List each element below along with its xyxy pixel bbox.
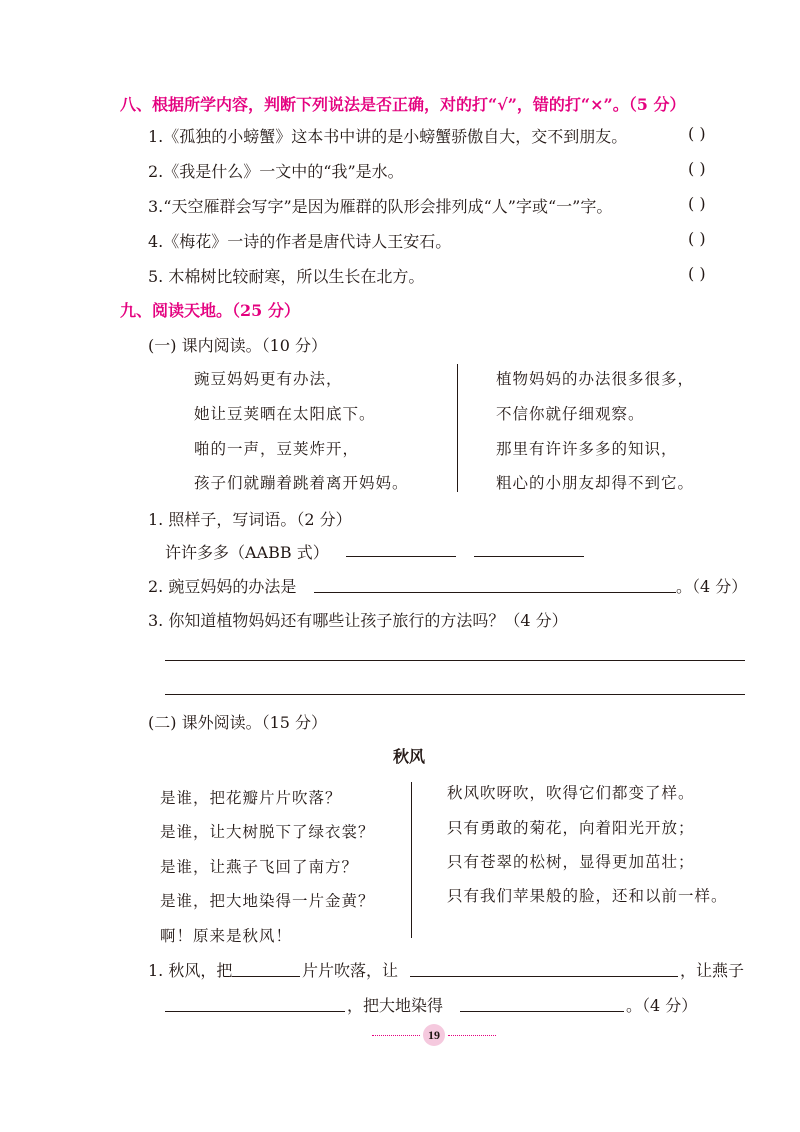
part-2-heading: (二) 课外阅读。（15 分）: [148, 713, 328, 732]
poem-2-right-line-4: 只有我们苹果般的脸，还和以前一样。: [447, 887, 728, 905]
poem-1-right-line-3: 那里有许许多多的知识，: [496, 440, 678, 458]
judge-question-2: 2.《我是什么》一文中的“我”是水。: [148, 162, 404, 181]
poem-2-left-line-1: 是谁，把花瓣片片吹落？: [160, 789, 342, 807]
judge-question-1: 1.《孤独的小螃蟹》这本书中讲的是小螃蟹骄傲自大，交不到朋友。: [148, 127, 628, 146]
fill-blank-swallow[interactable]: [165, 1011, 345, 1012]
poem-1-left-line-4: 孩子们就蹦着跳着离开妈妈。: [194, 474, 409, 492]
part-2-question-1-e: 。（4 分）: [626, 996, 698, 1015]
poem-1-right-line-4: 粗心的小朋友却得不到它。: [496, 474, 695, 492]
answer-paren-5[interactable]: ( ): [688, 264, 706, 283]
judge-question-3: 3.“天空雁群会写字”是因为雁群的队形会排列成“人”字或“一”字。: [148, 197, 613, 216]
poem-2-right-line-3: 只有苍翠的松树，显得更加茁壮；: [447, 853, 695, 871]
poem-2-left-line-2: 是谁，让大树脱下了绿衣裳？: [160, 823, 375, 841]
poem-1-left-line-3: 啪的一声，豆荚炸开，: [194, 440, 360, 458]
fill-blank-petals[interactable]: [232, 976, 300, 977]
part-2-question-1-c: ，让燕子: [680, 961, 745, 980]
poem-2-title: 秋风: [393, 747, 426, 766]
part-1-question-3: 3. 你知道植物妈妈还有哪些让孩子旅行的方法吗？（4 分）: [148, 611, 568, 630]
judge-question-5: 5. 木棉树比较耐寒，所以生长在北方。: [148, 267, 425, 286]
fill-blank-land[interactable]: [460, 1011, 624, 1012]
part-1-question-2-suffix: 。（4 分）: [676, 577, 748, 596]
part-2-question-1-d: ，把大地染得: [347, 996, 444, 1015]
pea-method-answer-blank[interactable]: [314, 592, 676, 593]
fill-blank-tree[interactable]: [410, 976, 678, 977]
answer-paren-3[interactable]: ( ): [688, 194, 706, 213]
poem-2-right-line-2: 只有勇敢的菊花，向着阳光开放；: [447, 819, 695, 837]
poem-2-left-line-5: 啊！原来是秋风！: [160, 927, 293, 945]
section-9-heading: 九、阅读天地。（25 分）: [120, 301, 300, 320]
poem-1-divider: [457, 364, 458, 492]
poem-2-divider: [411, 782, 412, 938]
answer-paren-4[interactable]: ( ): [688, 229, 706, 248]
word-answer-blank-2[interactable]: [474, 556, 584, 557]
answer-paren-1[interactable]: ( ): [688, 124, 706, 143]
page-number-dots-left: [372, 1035, 420, 1036]
section-8-heading: 八、根据所学内容，判断下列说法是否正确，对的打“√”，错的打“×”。（5 分）: [120, 95, 686, 114]
word-example: 许许多多（AABB 式）: [165, 543, 329, 562]
page-number-dots-right: [448, 1035, 496, 1036]
poem-2-left-line-3: 是谁，让燕子飞回了南方？: [160, 858, 359, 876]
word-answer-blank-1[interactable]: [346, 556, 456, 557]
poem-1-right-line-2: 不信你就仔细观察。: [496, 405, 645, 423]
poem-1-right-line-1: 植物妈妈的办法很多很多，: [496, 370, 695, 388]
poem-2-right-line-1: 秋风吹呀吹，吹得它们都变了样。: [447, 784, 695, 802]
poem-1-left-line-1: 豌豆妈妈更有办法，: [194, 370, 343, 388]
answer-line-1[interactable]: [165, 660, 745, 661]
judge-question-4: 4.《梅花》一诗的作者是唐代诗人王安石。: [148, 232, 452, 251]
poem-1-left-line-2: 她让豆荚晒在太阳底下。: [194, 405, 376, 423]
answer-line-2[interactable]: [165, 694, 745, 695]
poem-2-left-line-4: 是谁，把大地染得一片金黄？: [160, 892, 375, 910]
part-1-question-1: 1. 照样子，写词语。（2 分）: [148, 510, 352, 529]
part-2-question-1-a: 1. 秋风，把: [148, 961, 233, 980]
part-1-question-2-prefix: 2. 豌豆妈妈的办法是: [148, 577, 297, 596]
part-1-heading: (一) 课内阅读。（10 分）: [148, 336, 328, 355]
part-2-question-1-b: 片片吹落，让: [302, 961, 399, 980]
answer-paren-2[interactable]: ( ): [688, 159, 706, 178]
page-number: 19: [423, 1024, 445, 1046]
